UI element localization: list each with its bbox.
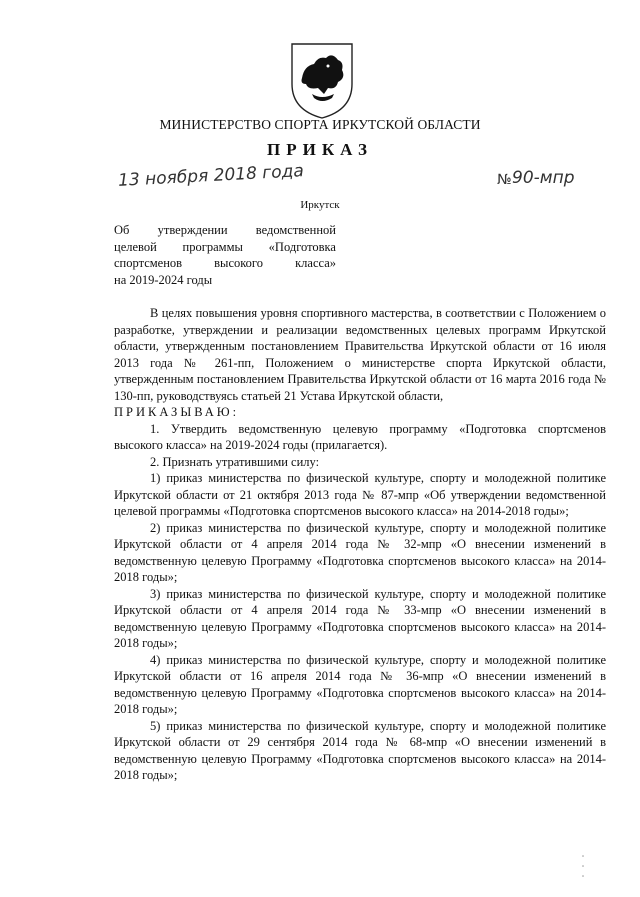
subject-line: спортсменов высокого класса»	[114, 256, 336, 270]
order-body	[114, 305, 606, 784]
order-item: 4) приказ министерства по физической культуре, спорту и молодежной политике Иркутской области от 16 апреля 2014 года № 36-мпр «О внесении изменений в ведомственную целевую Программу «Подготовка спортсменов высокого класса» на 2014-2018 годы»;	[114, 652, 606, 716]
order-word: ПРИКАЗЫВАЮ:	[114, 405, 240, 419]
handwritten-date: 13 ноября 2018 года	[117, 161, 305, 191]
order-item: 3) приказ министерства по физической культуре, спорту и молодежной политике Иркутской области от 4 апреля 2014 года № 33-мпр «О внесении изменений в ведомственную целевую Программу «Подготовка спортсменов высокого класса» на 2014-2018 годы»;	[114, 586, 606, 650]
order-item: 1. Утвердить ведомственную целевую программу «Подготовка спортсменов высокого класса» на 2019-2024 годы (прилагается).	[114, 421, 606, 452]
order-item: 2) приказ министерства по физической культуре, спорту и молодежной политике Иркутской области от 4 апреля 2014 года № 32-мпр «О внесении изменений в ведомственную целевую Программу «Подготовка спортсменов высокого класса» на 2014-2018 годы»;	[114, 520, 606, 584]
order-title: ПРИКАЗ	[267, 140, 373, 159]
subject-line: Об утверждении ведомственной	[114, 223, 336, 237]
order-subject	[114, 222, 336, 288]
order-item: 5) приказ министерства по физической культуре, спорту и молодежной политике Иркутской области от 29 сентября 2014 года № 68-мпр «О внесении изменений в ведомственную целевую Программу «Подготовка спортсменов высокого класса» на 2014-2018 годы»;	[114, 718, 606, 782]
margin-marks	[578, 852, 588, 882]
coat-of-arms-emblem	[288, 38, 356, 120]
preamble-paragraph: В целях повышения уровня спортивного мастерства, в соответствии с Положением о разработке, утверждении и реализации ведомственных целевых программ Иркутской области, утвержденным постановлением Правительства Иркутской области от 16 июля 2013 года № 261-пп, Положением о министерстве спорта Иркутской области, утвержденным постановлением Правительства Иркутской области от 16 марта 2016 года № 130-пп, руководствуясь статьей 21 Устава Иркутской области,	[114, 306, 606, 403]
order-number-prefix: №	[497, 172, 512, 188]
ministry-name: МИНИСТЕРСТВО СПОРТА ИРКУТСКОЙ ОБЛАСТИ	[159, 117, 481, 132]
order-item: 2. Признать утратившими силу:	[150, 454, 320, 469]
subject-line: на 2019-2024 годы	[114, 272, 213, 287]
handwritten-order-number: 90-мпр	[512, 168, 575, 188]
city-label: Иркутск	[300, 199, 340, 211]
order-item: 1) приказ министерства по физической культуре, спорту и молодежной политике Иркутской области от 21 октября 2013 года № 87-мпр «Об утверждении ведомственной целевой программы «Подготовка спортсменов высокого класса» на 2014-2018 годы»;	[114, 471, 606, 518]
subject-line: целевой программы «Подготовка	[114, 239, 336, 254]
